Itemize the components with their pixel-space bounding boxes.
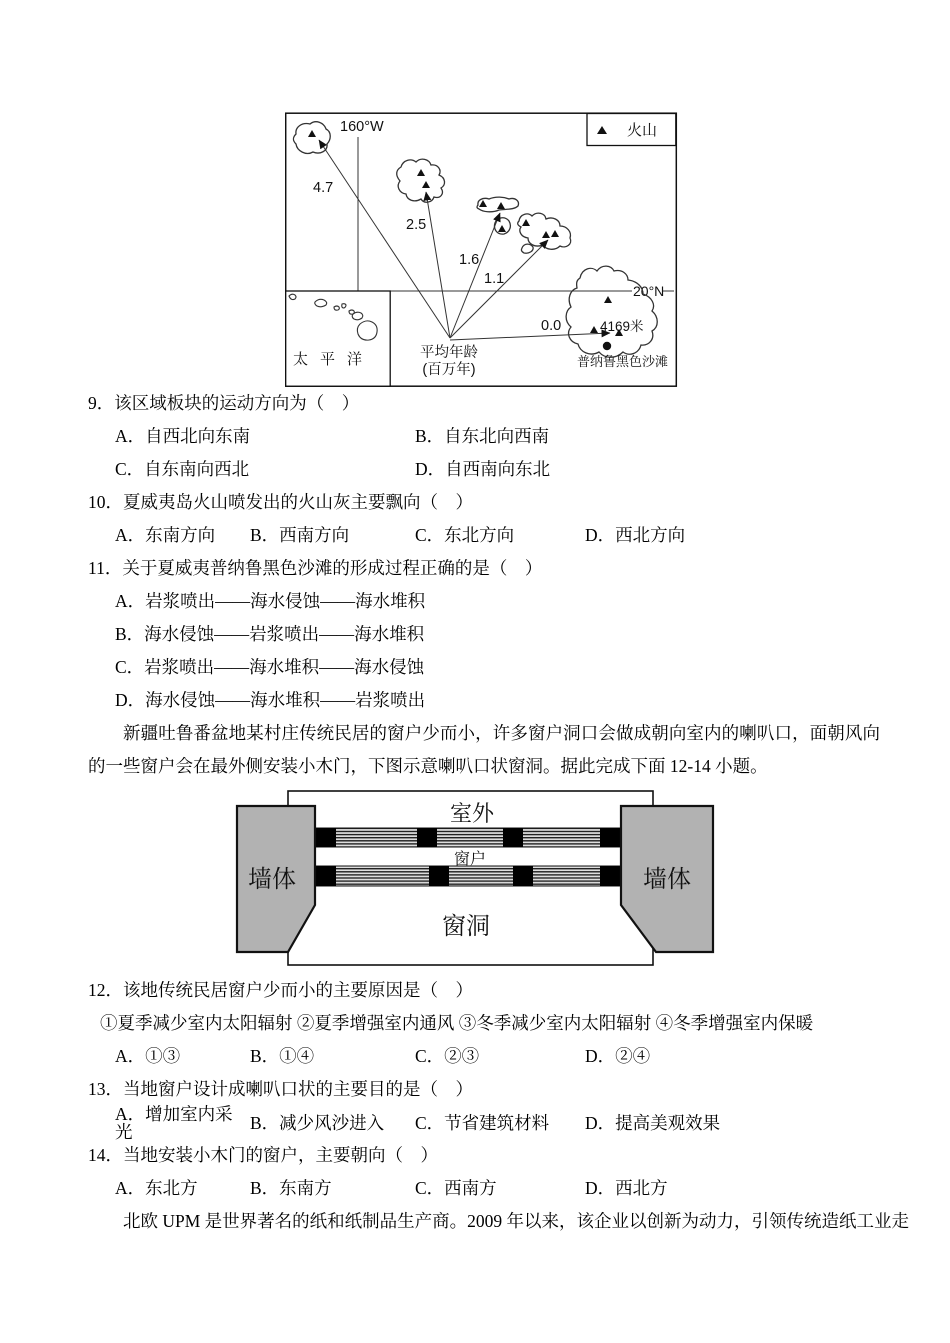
meridian-label: 160°W [340, 119, 384, 135]
question-13-option-d: D．提高美观效果 [585, 1112, 721, 1133]
age-label-1: 2.5 [406, 217, 427, 233]
window-bar-top [315, 828, 621, 847]
question-10-option-b: B．西南方向 [250, 524, 350, 545]
question-13-stem: 13．当地窗户设计成喇叭口状的主要目的是（ ） [88, 1078, 473, 1099]
question-13-option-a: A．增加室内采光 [115, 1104, 233, 1142]
bar-block [513, 866, 533, 886]
question-14-option-b: B．东南方 [250, 1177, 332, 1198]
beach-label: 普纳鲁黑色沙滩 [577, 354, 669, 369]
question-14-options-row [115, 1172, 880, 1205]
bar-block [600, 828, 621, 847]
question-10-option-a: A．东南方向 [115, 524, 216, 545]
question-11-stem: 11．关于夏威夷普纳鲁黑色沙滩的形成过程正确的是（ ） [88, 557, 543, 578]
bar-block [600, 866, 621, 886]
question-10-stem: 10．夏威夷岛火山喷发出的火山灰主要飘向（ ） [88, 491, 473, 512]
label-window: 窗户 [453, 851, 487, 868]
question-13-option-c: C．节省建筑材料 [415, 1112, 550, 1133]
origin-label-line1: 平均年龄 [420, 345, 478, 361]
hawaii-map-svg [285, 112, 678, 388]
parallel-label: 20°N [633, 283, 665, 299]
question-14-option-a: A．东北方 [115, 1177, 198, 1198]
question-14-option-d: D．西北方 [585, 1177, 668, 1198]
legend-volcano-label: 火山 [627, 122, 658, 139]
ocean-label: 太平洋 [293, 351, 375, 368]
question-9-options-row-1 [115, 420, 880, 453]
question-block [88, 387, 910, 1238]
label-opening: 窗洞 [442, 913, 490, 940]
question-9-option-c: C．自东南向西北 [115, 458, 250, 479]
question-9-option-d: D．自西南向东北 [415, 458, 551, 479]
label-wall-right: 墙体 [643, 866, 691, 893]
bar-block [315, 828, 336, 847]
window-bar-bottom [315, 866, 621, 886]
age-label-0: 4.7 [313, 180, 334, 196]
window-figure-svg [232, 789, 716, 967]
age-label-4: 0.0 [541, 318, 562, 334]
bar-block [315, 866, 336, 886]
hawaii-map-figure [285, 112, 678, 393]
question-12-stem: 12．该地传统民居窗户少而小的主要原因是（ ） [88, 979, 473, 1000]
question-14-stem: 14．当地安装小木门的窗户，主要朝向（ ） [88, 1144, 438, 1165]
question-12-options-row [115, 1040, 880, 1073]
question-14-option-c: C．西南方 [415, 1177, 497, 1198]
label-wall-left: 墙体 [248, 866, 296, 893]
question-9-stem: 9．该区域板块的运动方向为（ ） [88, 392, 360, 413]
question-9-options-row-2 [115, 453, 880, 486]
question-12-option-a: A．①③ [115, 1045, 181, 1066]
inset-box [286, 291, 391, 386]
label-outside: 室外 [449, 801, 495, 826]
question-10-option-c: C．东北方向 [415, 524, 515, 545]
age-label-2: 1.6 [459, 252, 480, 268]
question-12-option-b: B．①④ [250, 1045, 315, 1066]
question-10-options-row [115, 519, 880, 552]
question-13-options-row [115, 1104, 880, 1142]
question-10-option-d: D．西北方向 [585, 524, 686, 545]
question-12-choices-line: ①夏季减少室内太阳辐射 ②夏季增强室内通风 ③冬季减少室内太阳辐射 ④冬季增强室内保暖 [100, 1012, 814, 1033]
age-label-3: 1.1 [484, 271, 505, 287]
question-11-option-d: D．海水侵蚀——海水堆积——岩浆喷出 [115, 689, 426, 710]
origin-label-line2: (百万年) [422, 362, 476, 378]
question-13-option-b: B．减少风沙进入 [250, 1112, 385, 1133]
question-12-option-d: D．②④ [585, 1045, 651, 1066]
beach-dot [603, 342, 611, 350]
question-11-option-b: B．海水侵蚀——岩浆喷出——海水堆积 [115, 623, 425, 644]
question-12-option-c: C．②③ [415, 1045, 480, 1066]
intro-paragraph-window: 新疆吐鲁番盆地某村庄传统民居的窗户少而小，许多窗户洞口会做成朝向室内的喇叭口，面朝风向的一些窗户会在最外侧安装小木门，下图示意喇叭口状窗洞。据此完成下面 12-14 小题。 [88, 723, 880, 776]
question-11-option-a: A．岩浆喷出——海水侵蚀——海水堆积 [115, 590, 426, 611]
question-9-option-a: A．自西北向东南 [115, 425, 251, 446]
question-9-option-b: B．自东北向西南 [415, 425, 550, 446]
bar-block [429, 866, 449, 886]
bar-block [417, 828, 437, 847]
peak-label: 4169米 [600, 319, 644, 334]
bar-block [503, 828, 523, 847]
question-11-option-c: C．岩浆喷出——海水堆积——海水侵蚀 [115, 656, 425, 677]
intro-paragraph-upm: 北欧 UPM 是世界著名的纸和纸制品生产商。2009 年以来，该企业以创新为动力，引领传统造纸工业走 [123, 1211, 910, 1231]
